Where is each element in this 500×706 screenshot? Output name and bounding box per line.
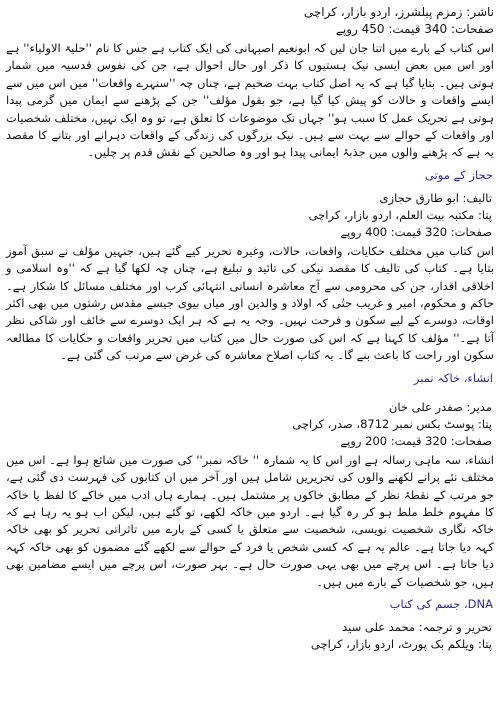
book3-editor: مدیر: صفدر علی خان [388,399,492,414]
book1-details: صفحات: 340 قیمت: 450 روپے [335,22,494,36]
book1-publisher: ناشر: زمزم پبلشرز، اردو بازار، کراچی [303,5,494,19]
book3-details: صفحات: 320 قیمت: 200 روپے [340,433,492,448]
book3-title: انشاء، خاکہ نمبر [413,370,493,385]
book4-title: DNA، جسم کی کتاب [389,596,493,611]
book2-author: تالیف: ابو طارق حجازی [379,190,492,205]
book3-address: پتا: پوسٹ بکس نمبر 8712، صدر، کراچی [292,416,492,431]
book4-address: پتا: ویلکم بک پورٹ، اردو بازار، کراچی [310,636,492,651]
book1-review: اس کتاب کے بارے میں اتنا جان لیں کہ ابونعیم اصبہانی کی ایک کتاب ہے جس کا نام ''حلیۃ الاولیاء'' ہے اور اس میں بعض ایسی نیک ہستیوں کا ذکر اور حال احوال ہے، جن کی نفوس قدسیہ میں شمار ہوتی ہیں۔ بتایا گیا ہے کہ یہ اصل کتاب بہت ضخیم ہے، چناں چہ ''سنہرے واقعات'' میں اس میں سے ایسے واقعات و حالات کو پیش کیا گیا ہے، جو بقول مؤلف'' جن کے پڑھنے سے ایمان میں گرمی پیدا ہوتی ہے تحریک عمل کا سبب ہو'' جہاں تک موضوعات کا تعلق ہے، تو وہ ایک نہیں، مختلف شخصیات اور واقعات کے حوالے سے بہت سے ہیں۔ نیک بزرگوں کی زندگی کے واقعات دہرانے اور بتانے کا مقصد یہ ہے کہ پڑھنے والوں میں جذبۂ ایمانی پیدا ہو اور وہ صالحین کے نقش قدم پر چلیں۔ [6,41,494,160]
book4-translator: تحریر و ترجمہ: محمد علی سید [342,619,492,634]
book2-address: پتا: مکتبہ بیت العلم، اردو بازار، کراچی [308,207,492,222]
book3-review: انشاء، سہ ماہی رسالہ ہے اور اس کا یہ شمارہ '' خاکہ نمبر'' کی صورت میں شائع ہوا ہے۔ اس میں مختلف نئے پرانے لکھنے والوں کی تحریریں شامل ہیں اور آخر میں ان کتابوں کی فہرست دی گئی ہے، جو مرتب کے نقطۂ نظر کے مطابق خاکوں پر مشتمل ہیں۔ ہمارے ہاں ادب میں خاکے کا لفظ یا خاکہ کا مفہوم خلط ملط ہو کر رہ گیا ہے۔ اردو میں خاکہ لکھے، تو گئے ہیں، لیکن اب ہو یہ رہا ہے کہ خاکہ نگاری شخصیت نویسی، شخصیت سے متعلق یا کسی کے بارے میں تاثراتی تحریر کو بھی خاکہ کہہ دیا جاتا ہے۔ عالم یہ ہے کہ کسی شخص یا فرد کے حوالے سے لکھے گئے مضمون کو بھی خاکہ کہہ دیا جاتا ہے۔ اس پرچے میں بھی یہی صورت حال ہے۔ بہر صورت، اس پرچے میں ایسے مضامین بھی ہیں، جو شخصیات کے بارے میں ہیں۔ [6,452,494,589]
book2-review: اس کتاب میں مختلف حکایات، واقعات، حالات، وغیرہ تحریر کیے گئے ہیں، جنہیں مؤلف نے سبق آموز بتایا ہے۔ کتاب کی تالیف کا مقصد نیکی کی تائید و تبلیغ ہے، چناں چہ لکھا گیا ہے کہ ''وہ اسلامی و اخلاقی اقدار، جن کی محرومی سے آج معاشرہ انسانی انتہائی کرب اور مختلف مسائل کا شکار ہے۔ حاکم و محکوم، امیر و غریب حتٰی کہ اولاد و والدین اور میاں بیوی جیسے مقدس رشتوں میں بھی اکثر اوقات، دوسرے کے لیے سکون و فرحت نہیں۔ وجہ یہ ہے کہ ہر ایک دوسرے سے خائف اور شاکی نظر آتا ہے۔'' مؤلف کا کہنا ہے کہ اس کی صورت حال میں کتاب میں تحریر واقعات و حکایات کا مطالعہ سکون اور راحت کا باعث بنے گا۔ یہ کتاب اصلاح معاشرہ کی غرض سے مرتب کی گئی ہے۔ [6,243,494,363]
book2-title: حجاز کے موتی [424,167,493,182]
book2-details: صفحات: 320 قیمت: 400 روپے [340,224,492,239]
